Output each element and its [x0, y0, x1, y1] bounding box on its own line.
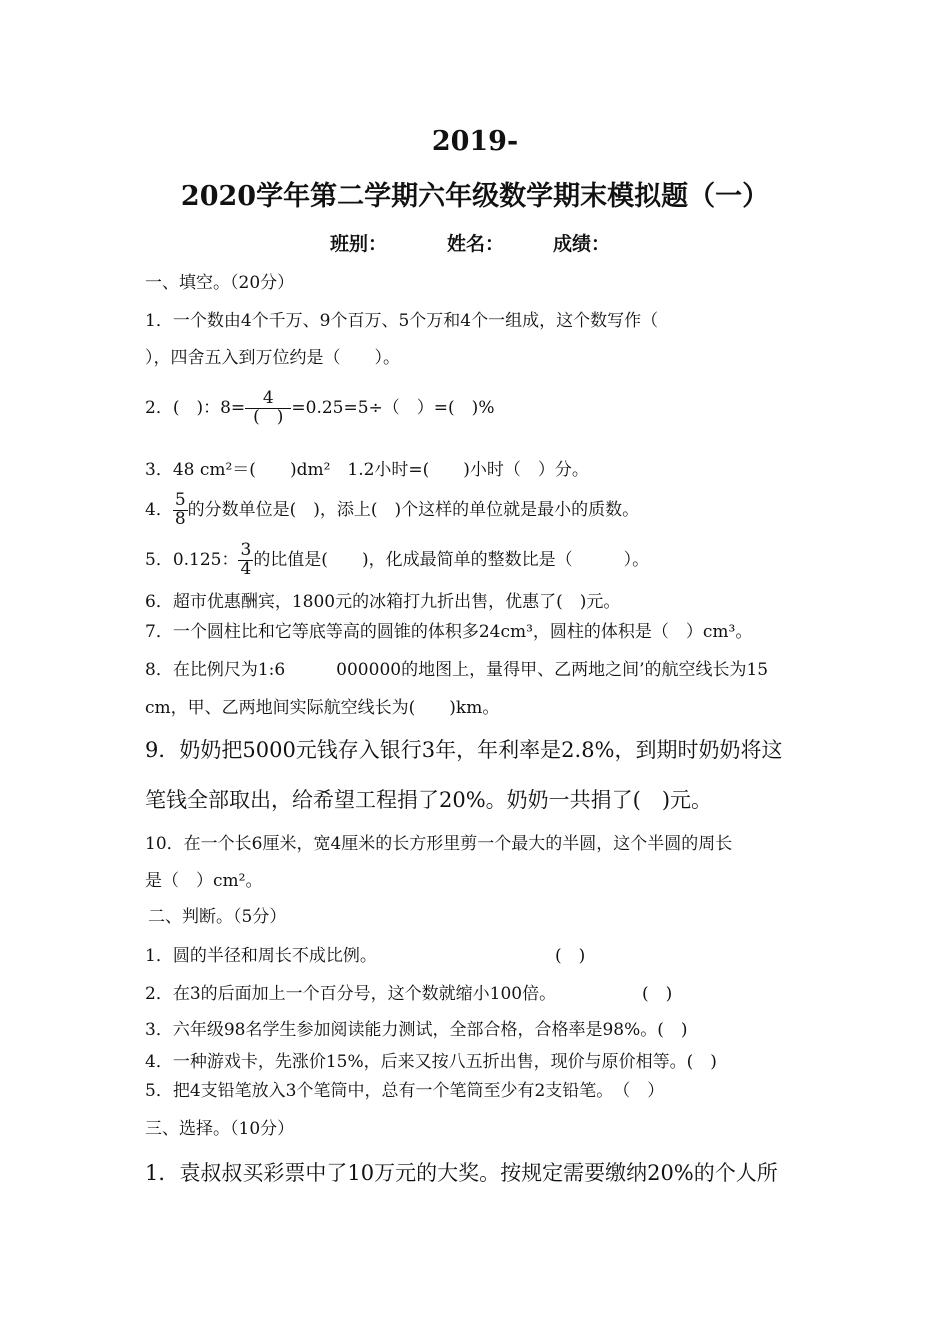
- choice-question-1-line-1: 1．袁叔叔买彩票中了10万元的大奖。按规定需要缴纳20%的个人所: [145, 1161, 778, 1185]
- fraction: [173, 492, 188, 529]
- judge-question-3: 3．六年级98名学生参加阅读能力测试，全部合格，合格率是98%。( ): [145, 1020, 688, 1040]
- name-label: 姓名：: [447, 233, 505, 255]
- judge-answer-2: ( ): [642, 984, 673, 1004]
- fraction-denominator: 8: [174, 508, 186, 529]
- fraction-numerator: 3: [240, 540, 252, 560]
- class-label: 班别：: [330, 233, 388, 255]
- question-1-2: [145, 390, 494, 427]
- question-1-9-line-1: 9．奶奶把5000元钱存入银行3年，年利率是2.8%，到期时奶奶将这: [145, 738, 783, 762]
- question-1-4-suffix: 的分数单位是( )，添上( )个这样的单位就是最小的质数。: [187, 499, 640, 520]
- fraction-numerator: 5: [174, 490, 186, 510]
- question-1-2-prefix: 2．( )：8=: [145, 397, 246, 418]
- question-1-3: 3．48 cm²＝( )dm² 1.2小时=( )小时（ ）分。: [145, 460, 589, 480]
- question-1-5-suffix: 的比值是( )，化成最简单的整数比是（ ）。: [253, 549, 650, 570]
- fraction-numerator: 4: [262, 388, 274, 408]
- judge-answer-1: ( ): [555, 946, 586, 966]
- fraction-denominator: 4: [240, 558, 252, 579]
- question-1-9-line-2: 笔钱全部取出，给希望工程捐了20%。奶奶一共捐了( )元。: [145, 788, 713, 812]
- question-1-6: 6．超市优惠酬宾，1800元的冰箱打九折出售，优惠了( )元。: [145, 592, 621, 612]
- question-1-1-line-1: 1．一个数由4个千万、9个百万、5个万和4个一组成，这个数写作（: [145, 311, 659, 331]
- question-1-10-line-1: 10．在一个长6厘米，宽4厘米的长方形里剪一个最大的半圆，这个半圆的周长: [145, 834, 733, 854]
- question-1-8-line-2: cm，甲、乙两地间实际航空线长为( )km。: [145, 698, 500, 718]
- question-1-5-prefix: 5．0.125：: [145, 549, 239, 570]
- title-line-2: 2020学年第二学期六年级数学期末模拟题（一）: [180, 181, 770, 212]
- score-label: 成绩：: [553, 233, 611, 255]
- section-3-heading: 三、选择。（10分）: [145, 1119, 295, 1139]
- fraction: [245, 390, 291, 427]
- title-line-1: 2019-: [431, 126, 519, 157]
- question-1-2-suffix: =0.25=5÷（ ）=( )%: [291, 397, 495, 418]
- question-1-7: 7．一个圆柱比和它等底等高的圆锥的体积多24cm³，圆柱的体积是（ ）cm³。: [145, 622, 753, 642]
- question-1-8-line-1: 8．在比例尺为1:6 000000的地图上，量得甲、乙两地之间’的航空线长为15: [145, 660, 769, 680]
- question-1-10-line-2: 是（ ）cm²。: [145, 871, 263, 891]
- question-1-4: [145, 492, 639, 529]
- fraction: [238, 542, 253, 579]
- question-1-4-prefix: 4．: [145, 499, 173, 520]
- section-2-heading: 二、判断。（5分）: [148, 907, 287, 927]
- question-1-5: [145, 542, 649, 579]
- judge-question-5: 5．把4支铅笔放入3个笔筒中，总有一个笔筒至少有2支铅笔。 （ ）: [145, 1081, 665, 1101]
- section-1-heading: 一、填空。（20分）: [145, 273, 295, 293]
- fraction-denominator: ( ): [245, 408, 291, 427]
- judge-question-2: 2．在3的后面加上一个百分号，这个数就缩小100倍。: [145, 984, 557, 1004]
- judge-question-4: 4．一种游戏卡，先涨价15%，后来又按八五折出售，现价与原价相等。( ): [145, 1052, 717, 1072]
- question-1-1-line-2: ），四舍五入到万位约是（ ）。: [145, 348, 400, 368]
- judge-question-1: 1．圆的半径和周长不成比例。: [145, 946, 377, 966]
